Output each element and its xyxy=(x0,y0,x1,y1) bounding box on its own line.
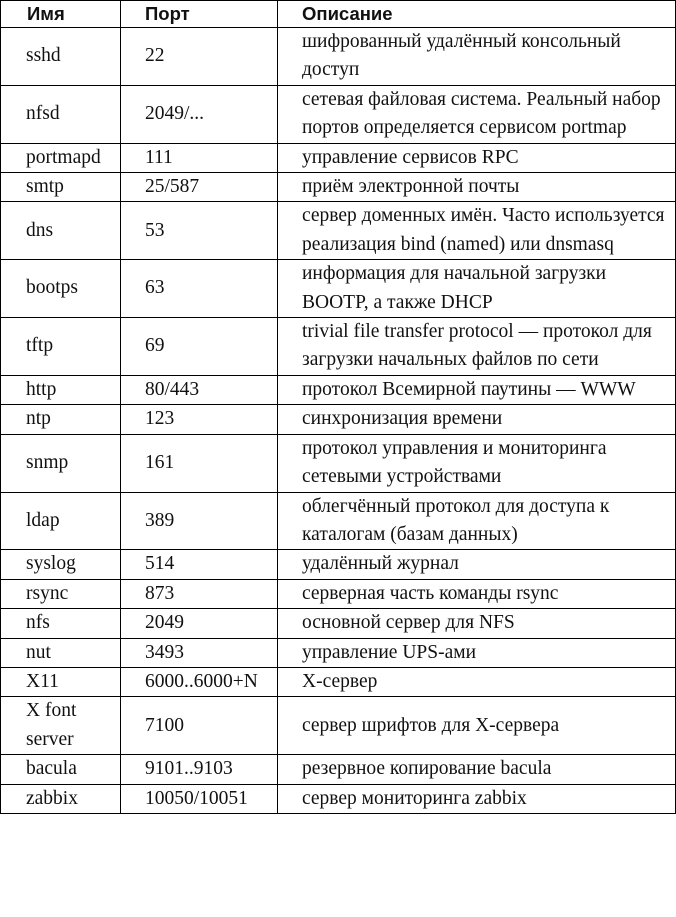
service-port-cell: 69 xyxy=(121,318,278,376)
table-row xyxy=(1,405,676,434)
table-row xyxy=(1,784,676,813)
service-description-cell: сервер мониторинга zabbix xyxy=(278,784,676,813)
service-port-cell: 2049/... xyxy=(121,85,278,143)
service-description-cell: основной сервер для NFS xyxy=(278,609,676,638)
service-name-cell: portmapd xyxy=(1,143,121,172)
service-name-cell: dns xyxy=(1,202,121,260)
table-row xyxy=(1,375,676,404)
service-port-cell: 111 xyxy=(121,143,278,172)
service-name-cell: rsync xyxy=(1,579,121,608)
service-description-cell: управление UPS-ами xyxy=(278,638,676,667)
service-description-cell: облегчённый протокол для доступа к каталогам (базам данных) xyxy=(278,492,676,550)
service-name-cell: smtp xyxy=(1,173,121,202)
service-name-cell: ntp xyxy=(1,405,121,434)
service-name-cell: bacula xyxy=(1,755,121,784)
service-name-cell: X11 xyxy=(1,667,121,696)
service-name-cell: bootps xyxy=(1,260,121,318)
service-description-cell: синхронизация времени xyxy=(278,405,676,434)
header-row xyxy=(1,1,676,28)
service-name-cell: snmp xyxy=(1,434,121,492)
service-description-cell: шифрованный удалённый консольный доступ xyxy=(278,28,676,86)
service-description-cell: сетевая файловая система. Реальный набор портов определяется сервисом portmap xyxy=(278,85,676,143)
service-port-cell: 123 xyxy=(121,405,278,434)
table-body xyxy=(1,28,676,814)
table-row xyxy=(1,667,676,696)
service-name-cell: X font server xyxy=(1,697,121,755)
service-port-cell: 22 xyxy=(121,28,278,86)
table-row xyxy=(1,173,676,202)
service-description-cell: сервер доменных имён. Часто используется реализация bind (named) или dnsmasq xyxy=(278,202,676,260)
service-description-cell: серверная часть команды rsync xyxy=(278,579,676,608)
service-description-cell: протокол управления и мониторинга сетевыми устройствами xyxy=(278,434,676,492)
table-row xyxy=(1,318,676,376)
service-name-cell: nfs xyxy=(1,609,121,638)
service-description-cell: X-сервер xyxy=(278,667,676,696)
service-port-cell: 7100 xyxy=(121,697,278,755)
service-description-cell: удалённый журнал xyxy=(278,550,676,579)
service-port-cell: 53 xyxy=(121,202,278,260)
table-row xyxy=(1,85,676,143)
table-row xyxy=(1,434,676,492)
service-name-cell: ldap xyxy=(1,492,121,550)
service-description-cell: приём электронной почты xyxy=(278,173,676,202)
service-name-cell: zabbix xyxy=(1,784,121,813)
column-header-name: Имя xyxy=(1,1,121,28)
column-header-description: Описание xyxy=(278,1,676,28)
service-name-cell: tftp xyxy=(1,318,121,376)
service-port-cell: 63 xyxy=(121,260,278,318)
service-port-cell: 10050/10051 xyxy=(121,784,278,813)
service-port-cell: 3493 xyxy=(121,638,278,667)
service-port-cell: 9101..9103 xyxy=(121,755,278,784)
service-port-cell: 2049 xyxy=(121,609,278,638)
service-name-cell: syslog xyxy=(1,550,121,579)
service-description-cell: управление сервисов RPC xyxy=(278,143,676,172)
column-header-port: Порт xyxy=(121,1,278,28)
service-port-cell: 80/443 xyxy=(121,375,278,404)
service-description-cell: trivial file transfer protocol — протокол для загрузки начальных файлов по сети xyxy=(278,318,676,376)
service-name-cell: nut xyxy=(1,638,121,667)
service-name-cell: sshd xyxy=(1,28,121,86)
table-row xyxy=(1,143,676,172)
table-row xyxy=(1,260,676,318)
service-port-cell: 6000..6000+N xyxy=(121,667,278,696)
service-description-cell: резервное копирование bacula xyxy=(278,755,676,784)
service-name-cell: http xyxy=(1,375,121,404)
table-row xyxy=(1,697,676,755)
table-header xyxy=(1,1,676,28)
service-description-cell: протокол Всемирной паутины — WWW xyxy=(278,375,676,404)
table-row xyxy=(1,492,676,550)
service-port-cell: 389 xyxy=(121,492,278,550)
table-row xyxy=(1,755,676,784)
service-description-cell: сервер шрифтов для X-сервера xyxy=(278,697,676,755)
table-row xyxy=(1,202,676,260)
table-row xyxy=(1,28,676,86)
table-row xyxy=(1,550,676,579)
service-name-cell: nfsd xyxy=(1,85,121,143)
service-port-cell: 514 xyxy=(121,550,278,579)
table-row xyxy=(1,638,676,667)
service-port-cell: 161 xyxy=(121,434,278,492)
service-description-cell: информация для начальной загрузки BOOTP, а также DHCP xyxy=(278,260,676,318)
table-row xyxy=(1,579,676,608)
service-port-cell: 873 xyxy=(121,579,278,608)
table-row xyxy=(1,609,676,638)
service-port-cell: 25/587 xyxy=(121,173,278,202)
